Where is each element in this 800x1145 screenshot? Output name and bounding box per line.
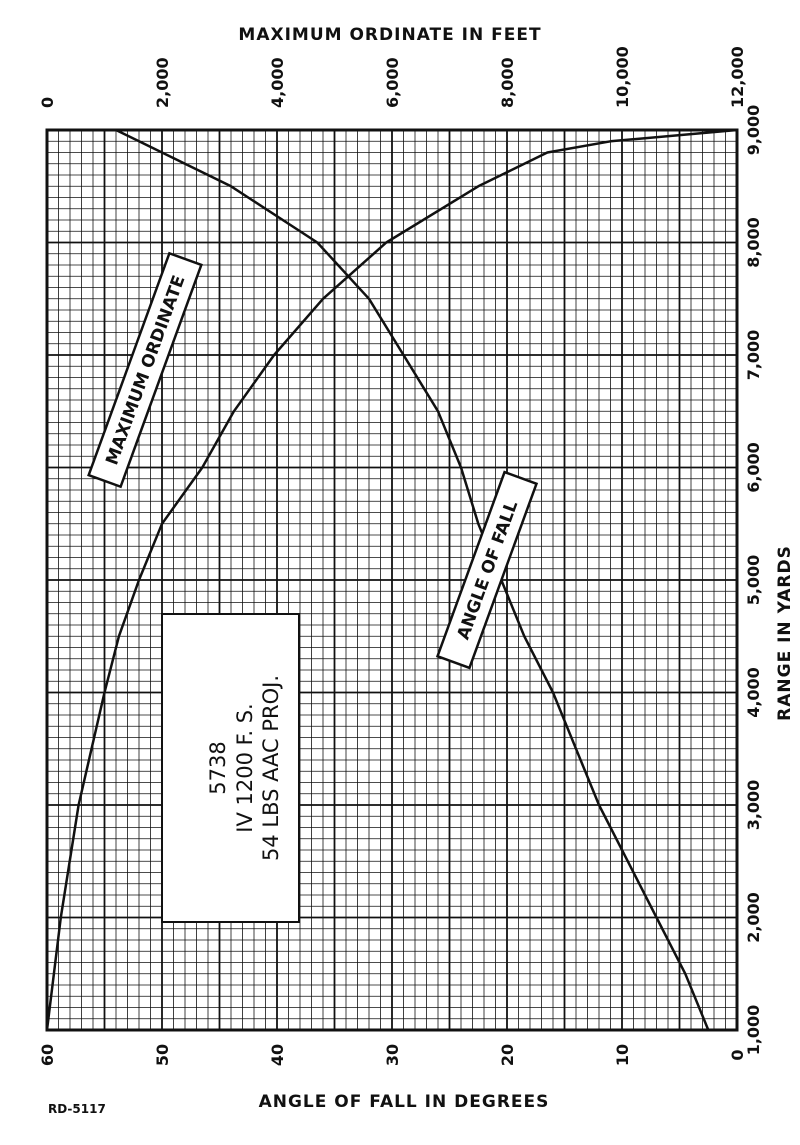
- ordinate-tick-label: 10,000: [613, 46, 632, 108]
- range-tick-label: 2,000: [744, 892, 763, 943]
- angle-tick-label: 40: [268, 1043, 287, 1067]
- angle-tick-label: 60: [38, 1043, 57, 1067]
- ordinate-tick-label: 0: [38, 96, 57, 108]
- info-line-1: 5738: [206, 741, 230, 795]
- angle-tick-label: 10: [613, 1043, 632, 1067]
- angle-tick-label: 50: [153, 1043, 172, 1067]
- range-tick-label: 9,000: [744, 104, 763, 156]
- ordinate-tick-label: 2,000: [153, 57, 172, 108]
- angle-of-fall-label: ANGLE OF FALL: [453, 498, 523, 643]
- info-line-2: IV 1200 F. S.: [233, 703, 257, 833]
- range-tick-label: 3,000: [744, 779, 763, 831]
- angle-tick-label: 30: [383, 1043, 402, 1067]
- range-tick-label: 8,000: [744, 217, 763, 268]
- projectile-info-box: [162, 614, 299, 922]
- range-tick-label: 7,000: [744, 329, 763, 381]
- bottom-axis-title: ANGLE OF FALL IN DEGREES: [258, 1092, 550, 1112]
- range-tick-label: 6,000: [744, 442, 763, 493]
- figure-code: RD-5117: [48, 1102, 106, 1116]
- range-tick-label: 5,000: [744, 554, 763, 606]
- range-tick-label: 1,000: [744, 1004, 763, 1056]
- info-line-3: 54 LBS AAC PROJ.: [259, 674, 283, 862]
- ordinate-tick-label: 8,000: [498, 57, 517, 108]
- top-axis-title: MAXIMUM ORDINATE IN FEET: [238, 25, 542, 45]
- ordinate-tick-label: 6,000: [383, 57, 402, 108]
- angle-tick-label: 0: [728, 1049, 747, 1061]
- chart-grid: [47, 130, 737, 1030]
- angle-tick-label: 20: [498, 1043, 517, 1067]
- ordinate-tick-label: 12,000: [728, 46, 747, 108]
- range-tick-label: 4,000: [744, 667, 763, 718]
- ordinate-tick-label: 4,000: [268, 57, 287, 108]
- maximum-ordinate-label: MAXIMUM ORDINATE: [102, 272, 190, 468]
- right-axis-title: RANGE IN YARDS: [775, 545, 795, 721]
